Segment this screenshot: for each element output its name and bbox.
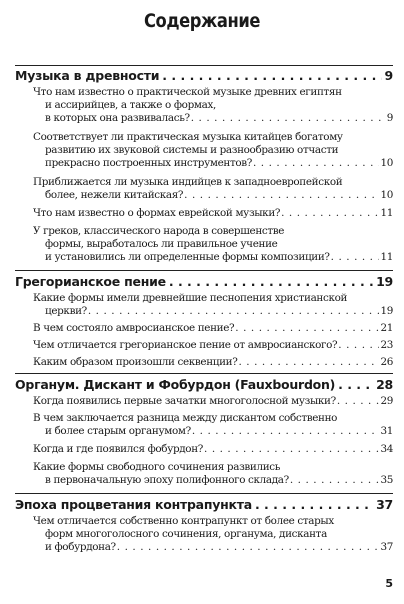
item-line: и установились ли определенные формы композиции?: [45, 251, 330, 263]
item-line: Что нам известно о практической музыке древних египтян: [33, 86, 342, 98]
item-page: 10: [380, 157, 393, 169]
item-line: Когда появились первые зачатки многоголосной музыки?: [33, 395, 336, 407]
section-title: Грегорианское пение: [15, 274, 166, 289]
item-page: 21: [380, 322, 393, 334]
item-page: 23: [380, 339, 393, 351]
item-page: 9: [386, 112, 393, 124]
leader-dots: [255, 497, 373, 512]
toc-item[interactable]: [33, 131, 393, 170]
toc-section-1[interactable]: [15, 68, 393, 83]
leader-dots: [290, 474, 380, 487]
leader-dots: [281, 207, 379, 220]
toc-item[interactable]: [33, 339, 393, 352]
toc-item[interactable]: [33, 395, 393, 408]
page-title: Содержание: [143, 10, 260, 32]
leader-dots: [337, 395, 380, 408]
item-line: в первоначальную эпоху полифонного склада?: [45, 474, 289, 486]
section-page: 28: [376, 377, 393, 392]
item-page: 31: [380, 425, 393, 437]
section-divider: [15, 373, 393, 374]
toc-item[interactable]: [33, 443, 393, 456]
item-line: Соответствует ли практическая музыка китайцев богатому: [33, 131, 343, 143]
toc-item[interactable]: [33, 461, 393, 487]
leader-dots: [204, 443, 379, 456]
item-line: Что нам известно о формах еврейской музыки?: [33, 207, 281, 219]
item-line: У греков, классического народа в совершенстве: [33, 225, 285, 237]
item-line: и ассирийцев, а также о формах,: [45, 99, 216, 111]
leader-dots: [169, 274, 373, 289]
item-line: и более старым органумом?: [45, 425, 191, 437]
item-line: формы, выработалось ли правильное учение: [45, 238, 278, 250]
item-page: 34: [380, 443, 393, 455]
section-title: Органум. Дискант и Фобурдон (Fauxbourdon): [15, 377, 336, 392]
toc-item[interactable]: [33, 515, 393, 554]
item-page: 11: [380, 207, 393, 219]
toc-item[interactable]: [33, 86, 393, 125]
toc-item[interactable]: [33, 176, 393, 202]
item-line: форм многоголосного сочинения, органума, дисканта: [45, 528, 327, 540]
item-line: В чем состояло амвросианское пение?: [33, 322, 235, 334]
leader-dots: [253, 157, 379, 170]
toc-item[interactable]: [33, 292, 393, 318]
item-page: 29: [380, 395, 393, 407]
leader-dots: [235, 322, 379, 335]
page-number: 5: [385, 577, 393, 590]
leader-dots: [184, 189, 379, 202]
section-page: 37: [376, 497, 393, 512]
item-line: более, нежели китайская?: [45, 189, 184, 201]
item-line: и фобурдона?: [45, 541, 116, 553]
section-page: 9: [384, 68, 393, 83]
toc-item[interactable]: [33, 225, 393, 264]
leader-dots: [117, 541, 380, 554]
item-page: 35: [380, 474, 393, 486]
section-divider: [15, 270, 393, 271]
item-page: 11: [380, 251, 393, 263]
item-line: прекрасно построенных инструментов?: [45, 157, 252, 169]
item-line: Чем отличается грегорианское пение от амвросианского?: [33, 339, 338, 351]
item-line: В чем заключается разница между дискантом собственно: [33, 412, 338, 424]
toc-section-2[interactable]: [15, 274, 393, 289]
item-line: Каким образом произошли секвенции?: [33, 356, 238, 368]
section-divider: [15, 65, 393, 66]
toc-section-4[interactable]: [15, 497, 393, 512]
item-line: Приближается ли музыка индийцев к западноевропейской: [33, 176, 343, 188]
item-line: развитию их звуковой системы и разнообразию отчасти: [45, 144, 339, 156]
item-page: 10: [380, 189, 393, 201]
item-line: в которых она развивалась?: [45, 112, 190, 124]
toc-item[interactable]: [33, 207, 393, 220]
leader-dots: [238, 356, 379, 369]
item-line: Когда и где появился фобурдон?: [33, 443, 204, 455]
section-divider: [15, 493, 393, 494]
item-page: 37: [380, 541, 393, 553]
leader-dots: [162, 68, 381, 83]
leader-dots: [338, 377, 373, 392]
toc-item[interactable]: [33, 322, 393, 335]
section-title: Эпоха процветания контрапункта: [15, 497, 252, 512]
item-line: Чем отличается собственно контрапункт от более старых: [33, 515, 334, 527]
leader-dots: [338, 339, 379, 352]
item-page: 19: [380, 305, 393, 317]
section-title: Музыка в древности: [15, 68, 160, 83]
section-page: 19: [376, 274, 393, 289]
toc-item[interactable]: [33, 356, 393, 369]
leader-dots: [192, 425, 380, 438]
item-page: 26: [380, 356, 393, 368]
item-line: церкви?: [45, 305, 87, 317]
item-line: Какие формы имели древнейшие песнопения христианской: [33, 292, 348, 304]
leader-dots: [191, 112, 386, 125]
toc-item[interactable]: [33, 412, 393, 438]
item-line: Какие формы свободного сочинения развились: [33, 461, 281, 473]
toc-section-3[interactable]: [15, 377, 393, 392]
leader-dots: [88, 305, 380, 318]
leader-dots: [331, 251, 380, 264]
